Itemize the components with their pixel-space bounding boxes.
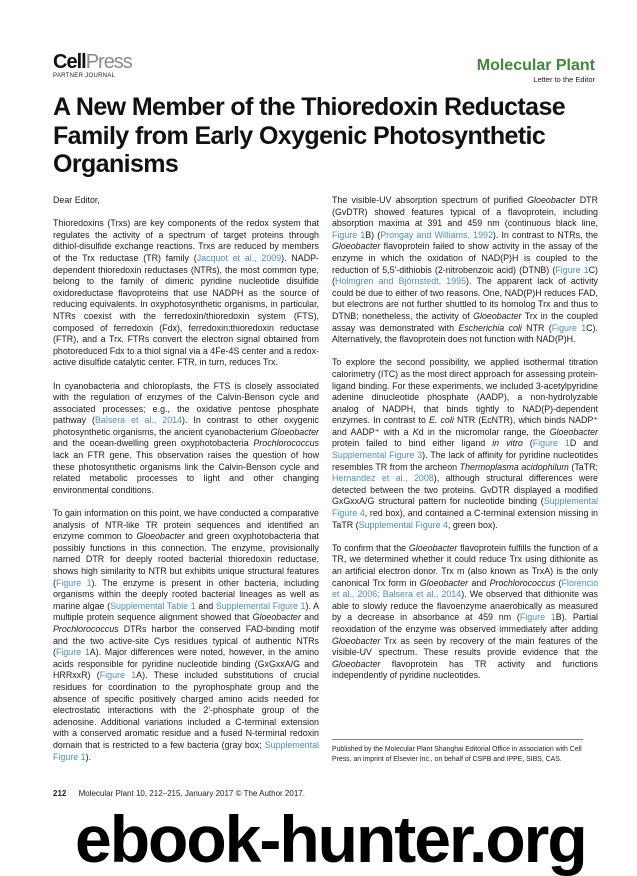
citation: Molecular Plant 10, 212–215, January 2017 © The Author 2017. [78, 789, 305, 798]
italic-term: Gloeobacter [419, 577, 469, 588]
journal-name: Molecular Plant [476, 57, 595, 74]
article-type: Letter to the Editor [533, 75, 595, 84]
italic-term: Gloeobacter [136, 531, 185, 542]
text: To gain information on this point, we have conducted a comparative analysis of NTR-like TR protein sequences and identified an enzyme common to [53, 508, 319, 542]
reference-link[interactable]: Holmgren and Björnstedt, 1995 [334, 276, 467, 287]
text: and [300, 612, 319, 623]
paragraph [332, 357, 598, 531]
paragraph [53, 218, 319, 369]
italic-term: Gloeobacter [332, 241, 381, 252]
article-title: A New Member of the Thioredoxin Reductase Family from Early Oxygenic Photosynthetic Organisms [53, 93, 566, 178]
italic-term: K [412, 426, 419, 437]
reference-link[interactable]: Supplemental Figure 3 [332, 450, 423, 461]
reference-link[interactable]: Balsera et al., 2014 [95, 415, 183, 426]
italic-term: Gloeobacter [270, 426, 319, 437]
italic-term: Gloeobacter [549, 426, 598, 437]
reference-link[interactable]: Jacquot et al., 2009 [196, 252, 282, 263]
italic-term: Prochlorococcus [53, 623, 119, 634]
italic-term: Gloeobacter [252, 612, 301, 623]
text: Trx as seen by recovery of the main features of the visible-UV spectrum. These results provide evidence that the [332, 635, 598, 658]
text: d in the micromolar range, the [418, 426, 550, 437]
text: NTR ( [521, 322, 552, 333]
logo-subtitle: PARTNER JOURNAL [53, 73, 116, 79]
text: ). The lack of affinity for pyridine nucleotides resembles TR from the archeon [332, 450, 599, 472]
journal-header [477, 57, 595, 84]
page-number: 212 [53, 789, 67, 798]
cellpress-logo [53, 52, 132, 79]
text: A). These included substitutions of crucial residues for coordination to the pyrophosphate group and the absence of specific positively charged amino acids needed for electrostatic interactions with the 2′-phosphate group of the adenosine. Additional variations included a C-terminal extension with a conserved aromatic residue and a fused N-terminal redoxin domain that is restricted to a few bacteria (gray box; [53, 670, 320, 750]
paragraph [53, 195, 319, 207]
text: Dear Editor, [53, 195, 100, 205]
logo-cell: Cell [53, 51, 86, 73]
reference-link[interactable]: Supplemental Figure 1 [53, 739, 319, 762]
text: In cyanobacteria and chloroplasts, the FTS is closely associated with the regulation of enzymes of the Calvin-Benson cycle and associated processes; e.g., the oxidative pentose phosphate pathway ( [53, 380, 319, 426]
text: DTRs harbor the conserved FAD-binding motif and the two active-site Cys residues typical of authentic NTRs ( [53, 623, 319, 658]
left-column [53, 195, 319, 775]
text: ). In contrast to NTRs, the [492, 229, 598, 240]
italic-term: Gloeobacter [408, 542, 458, 553]
italic-term: Escherichia coli [458, 322, 522, 333]
text: C) ( [332, 264, 598, 287]
text: ( [522, 438, 533, 449]
reference-link[interactable]: Supplemental Table 1 [110, 600, 196, 611]
paragraph [332, 543, 598, 682]
reference-link[interactable]: Figure 1 [551, 322, 587, 333]
text: Trx in the coupled assay was demonstrated with [332, 310, 598, 333]
page-footer [53, 789, 305, 798]
text: ). NADP-dependent thioredoxin reductases (NTRs), the most common type, belong to the family of dimeric pyridine nucleotide disulfide oxidoreductase flavoproteins that use NADPH as the source of reducing equivalents. In oxyphotosynthetic organisms, in particular, NTRs coexist with the ferredoxin/thioredoxin system (FTS), composed of ferredoxin (Fdx), ferredoxin:thioredoxin reductase (FTR), and a Trx. FTRs convert the electron signal obtained from photoreduced Fdx to a thiol signal via a 4Fe-4S center and a redox-active disulfide catalytic center. FTR, in turn, reduces Trx. [53, 252, 320, 368]
watermark: ebook-hunter.org [75, 802, 586, 876]
reference-link[interactable]: Figure 1 [55, 647, 90, 658]
italic-term: Gloeobacter [473, 310, 522, 321]
paragraph [53, 508, 319, 763]
italic-term: E. coli [428, 415, 454, 426]
text: NTR (EcNTR), which binds NADP⁺ and AADP⁺ with a [332, 415, 599, 437]
text: and [468, 577, 490, 588]
text: lack an FTR gene. This observation raises the question of how these photosynthetic organisms link the Calvin-Benson cycle and related metabolic processes to light and other changing environmental conditions. [53, 450, 319, 495]
text: , green box). [447, 519, 498, 530]
italic-term: Gloeobacter [332, 658, 381, 669]
text: ). The enzyme is present in other bacteria, including organisms within the deeply rooted bacterial lineages as well as marine algae ( [53, 577, 319, 611]
text: ), although structural differences were detected between the two proteins. GvDTR displayed a modified GxGxxA/G structural pattern for nucleotide binding ( [332, 473, 598, 507]
reference-link[interactable]: Florencio et al., 2006; Balsera et al., 2014 [332, 577, 599, 600]
text: (TaTR; [568, 461, 598, 472]
text: ). The apparent lack of activity could be due to either of two reasons. One, NAD(P)H reduces FAD, but electrons are not further shuttled to its homolog Trx and thus to DTNB; nonetheless, the activity of [332, 276, 598, 321]
italic-term: Prochlorococcus [489, 577, 556, 588]
text: and the ocean-dwelling green oxyphotobacteria [53, 438, 254, 449]
reference-link[interactable]: Hernandez et al., 2008 [332, 473, 434, 484]
reference-link[interactable]: Figure 1 [555, 264, 589, 275]
italic-term: in vitro [492, 438, 523, 449]
text: ( [555, 577, 562, 588]
reference-link[interactable]: Supplemental Figure 4 [358, 519, 448, 530]
logo-press: Press [85, 51, 132, 73]
publication-note: Published by the Molecular Plant Shanghai Editorial Office in association with Cell Press, an imprint of Elsevier Inc., on behalf of CSPB and IPPE, SIBS, CAS. [332, 739, 583, 764]
text: The visible-UV absorption spectrum of purified [332, 195, 528, 205]
text: D and [569, 438, 599, 449]
text: and [195, 600, 216, 611]
paragraph [53, 381, 319, 497]
text: ). We observed that dithionite was able to slowly reduce the flavoenzyme anaerobically as measured by a decrease in absorbance at 459 nm ( [332, 589, 598, 623]
paragraph [332, 195, 598, 346]
text: B) ( [365, 229, 381, 240]
text: protein failed to bind either ligand [332, 438, 493, 449]
text: ). A multiple protein sequence alignment showed that [53, 600, 319, 623]
reference-link[interactable]: Figure 1 [532, 438, 570, 449]
text: To explore the second possibility, we applied isothermal titration calorimetry (ITC) as the most direct approach for assessing protein-ligand binding. For these experiments, we included 3-acetylpyridine adenine dinucleotide phosphate (AADP), a non-hydrolyzable analog of NADPH, that binds tightly to NAD(P)-dependent enzymes. In contrast to [332, 357, 598, 426]
reference-link[interactable]: Prongay and Williams, 1992 [380, 229, 493, 240]
text: ). In contrast to other oxygenic photosynthetic organisms, the ancient cyanobacterium [53, 415, 319, 437]
italic-term: Prochlorococcus [253, 438, 319, 449]
text: ). [85, 751, 91, 762]
text: and green oxyphotobacteria that possibly functions in this connection. The enzyme, provisionally named DTR for deeply rooted bacterial thioredoxin reductase, shows high similarity to NTR but exhibits unique structural features ( [53, 531, 319, 588]
right-column [332, 195, 598, 694]
text: DTR (GvDTR) showed features typical of a flavoprotein, including absorption maxima at 391 and 459 nm (continuous black line, [332, 195, 598, 229]
text: A). Major differences were noted, however, in the amino acids responsible for pyridine nucleotide binding (GxGxxA/G and HRRxxR) ( [53, 647, 319, 681]
text: , red box), and contained a C-terminal extension missing in TaTR ( [332, 508, 598, 530]
text: flavoprotein has TR activity and functions independently of pyridine nucleotides. [332, 658, 598, 681]
text: flavoprotein failed to show activity in the assay of the enzyme in which the oxidation of NAD(P)H is coupled to the reduction of 5,5′-dithiobis (2-nitrobenzoic acid) (DTNB) ( [332, 241, 598, 275]
italic-term: Gloeobacter [527, 195, 576, 205]
text: B). Partial reoxidation of the enzyme was observed immediately after adding [332, 612, 598, 634]
text: To confirm that the [332, 542, 409, 553]
text: C). Alternatively, the flavoprotein does not function with NAD(P)H. [332, 322, 598, 345]
italic-term: Gloeobacter [332, 635, 381, 646]
reference-link[interactable]: Figure 1 [55, 577, 92, 588]
reference-link[interactable]: Supplemental Figure 4 [332, 496, 598, 519]
italic-term: Thermoplasma acidophilum [459, 461, 569, 472]
text: flavoprotein fulfills the function of a TR, we determined whether it could reduce Trx using dithionite as an artificial electron donor. Trx m (also known as TrxA) is the only canonical Trx form in [332, 542, 598, 588]
reference-link[interactable]: Figure 1 [519, 612, 556, 623]
text: Thioredoxins (Trxs) are key components of the redox system that regulates the activity of a spectrum of target proteins through dithiol-disulfide exchange reactions. Trxs are reduced by members of the Trx reductase (TR) family ( [53, 218, 319, 263]
reference-link[interactable]: Supplemental Figure 1 [215, 600, 306, 611]
reference-link[interactable]: Figure 1 [99, 670, 137, 681]
reference-link[interactable]: Figure 1 [332, 229, 366, 240]
